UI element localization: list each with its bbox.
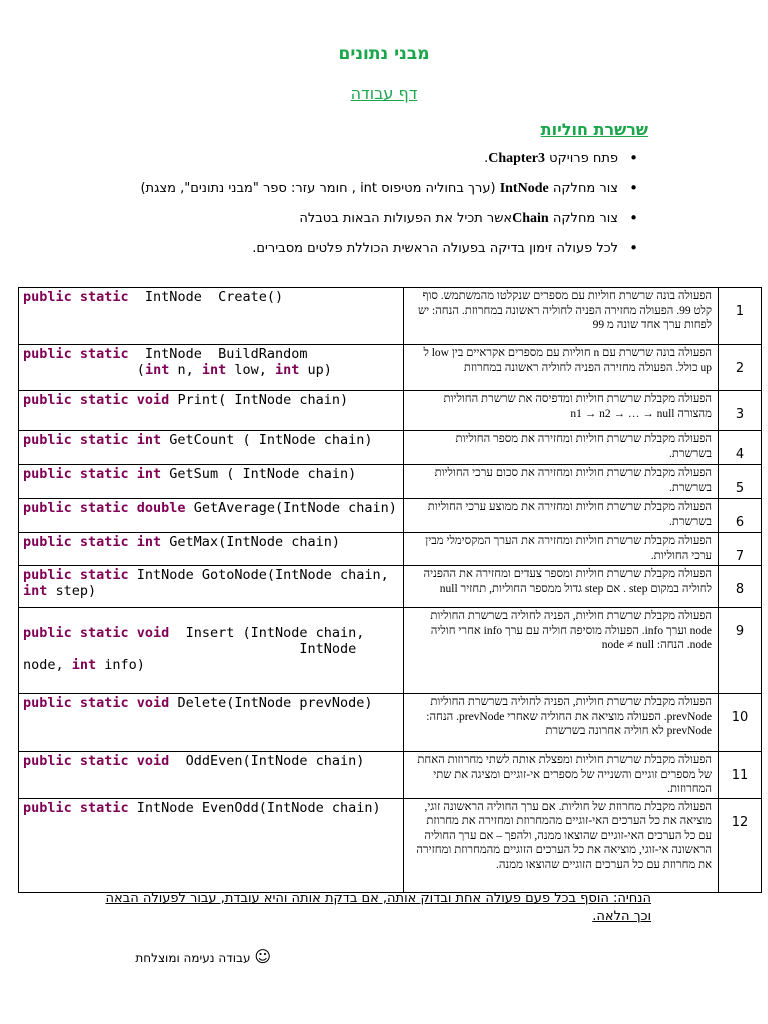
table-row — [19, 465, 762, 499]
method-description: הפעולה מקבלת שרשרת חוליות, הפניה לחוליה בשרשרת החוליות prevNode. הפעולה מוציאה את החוליה שאחרי prevNode. הנחה: prevNode לא חוליה אחרונה בשרשרת — [404, 694, 719, 752]
instruction-keyword: Chain — [512, 211, 549, 226]
code-text: info) — [96, 657, 145, 673]
code-keyword: int — [71, 657, 97, 673]
method-signature — [19, 798, 404, 892]
row-number: 5 — [719, 465, 762, 499]
signoff-text: עבודה נעימה ומוצלחת — [135, 951, 251, 965]
code-keyword: public static — [23, 346, 129, 362]
instruction-text: צור מחלקה — [548, 181, 618, 196]
code-keyword: public static — [23, 289, 129, 305]
table-row — [19, 499, 762, 533]
code-keyword: public static void — [23, 695, 170, 711]
code-keyword: public static int — [23, 466, 162, 482]
code-keyword: public static — [23, 567, 129, 583]
instruction-item — [110, 210, 640, 227]
table-row — [19, 533, 762, 566]
code-keyword: public static void — [23, 625, 170, 641]
code-keyword: public static double — [23, 500, 186, 516]
method-description: הפעולה מקבלת שרשרת חוליות ומחזירה את הערך המקסימלי מבין ערכי החוליות. — [404, 533, 719, 566]
method-signature — [19, 288, 404, 345]
table-row — [19, 798, 762, 892]
code-text: OddEven(IntNode chain) — [169, 753, 365, 769]
method-signature — [19, 465, 404, 499]
code-keyword: int — [23, 583, 48, 599]
instruction-item — [110, 150, 640, 167]
method-description: הפעולה מקבלת מחרוזת של חוליות. אם ערך החוליה הראשונה זוגי, מוציאה את כל הערכים האי-זוגיים מהמחרוזת ומחזירה את מחרוזת עם כל הערכים האי-זוגיים שהוצאו ממנה, ולהפך – אם ערך החוליה הראשונה אי-זוגי, מוציאה את כל הערכים הזוגיים מהמחרוזת ומחזירה את מחרוזת עם כל הערכים הזוגיים שהוצאו ממנה. — [404, 798, 719, 892]
code-text: step) — [47, 583, 97, 599]
method-signature — [19, 499, 404, 533]
table-row — [19, 752, 762, 799]
code-keyword: int — [201, 362, 227, 378]
table-row — [19, 608, 762, 694]
table-row — [19, 566, 762, 608]
code-text: Insert (IntNode chain, IntNode node, — [23, 625, 365, 673]
operations-table — [18, 287, 762, 893]
method-description: הפעולה מקבלת שרשרת חוליות ומחזירה את ממוצע ערכי החוליות בשרשרת. — [404, 499, 719, 533]
row-number: 9 — [719, 608, 762, 694]
code-text: GetSum ( IntNode chain) — [161, 466, 357, 482]
code-text: GetAverage(IntNode chain) — [185, 500, 397, 516]
method-signature — [19, 566, 414, 608]
method-description: הפעולה בונה שרשרת עם n חוליות עם מספרים אקראיים בין low ל up כולל. הפעולה מחזירה הפניה לחוליה ראשונה במחרוזת — [404, 345, 719, 391]
signoff — [135, 947, 271, 966]
row-number: 2 — [719, 345, 762, 391]
row-number: 4 — [719, 431, 762, 465]
smiley-icon: ☺ — [254, 947, 271, 966]
code-text: IntNode BuildRandom ( — [136, 346, 308, 378]
page-subtitle: דף עבודה — [350, 84, 418, 103]
code-text: GetCount ( IntNode chain) — [161, 432, 373, 448]
method-description: הפעולה מקבלת שרשרת חוליות ומספר צעדים ומחזירה את ההפניה לחוליה במקום step . אם step גדול ממספר החוליות, תחזיר null — [404, 566, 719, 608]
instruction-text: . — [484, 151, 489, 166]
instruction-text: צור מחלקה — [548, 211, 618, 226]
method-description: הפעולה מקבלת שרשרת חוליות ומפצלת אותה לשתי מחרוזות האחת של מספרים זוגיים והשנייה של מספרים אי-זוגיים ומציגה את שתי המחרוזות. — [404, 752, 719, 799]
method-description: הפעולה מקבלת שרשרת חוליות ומחזירה את סכום ערכי החוליות בשרשרת. — [404, 465, 719, 499]
method-signature — [19, 391, 404, 431]
code-text: IntNode EvenOdd(IntNode chain) — [128, 799, 381, 816]
code-text: Delete(IntNode prevNode) — [169, 695, 373, 711]
row-number: 3 — [719, 391, 762, 431]
instruction-text: לכל פעולה זימון בדיקה בפעולה הראשית הכוללת פלטים מסבירים. — [252, 241, 618, 256]
section-heading: שרשרת חוליות — [540, 120, 648, 139]
row-number: 10 — [719, 694, 762, 752]
footer-instruction: הנחיה: הוסף בכל פעם פעולה אחת ובדוק אותה, אם בדקת אותה והיא עובדת, עבור לפעולה הבאה וכך הלאה. — [105, 891, 651, 924]
table-row — [19, 694, 762, 752]
code-keyword: int — [144, 362, 170, 378]
page-title: מבני נתונים — [338, 44, 430, 64]
row-number: 8 — [719, 566, 762, 608]
code-keyword: public static void — [23, 392, 170, 408]
method-description: הפעולה מקבלת שרשרת חוליות ומדפיסה את שרשרת החוליות מהצורה n1 → n2 → … → null — [404, 391, 719, 431]
instruction-text: פתח פרויקט — [545, 151, 618, 166]
instruction-keyword: IntNode — [499, 181, 549, 196]
row-number: 6 — [719, 499, 762, 533]
code-text: IntNode GotoNode(IntNode chain, — [128, 567, 414, 583]
code-text: low, — [226, 362, 276, 378]
method-signature — [19, 752, 404, 799]
instruction-text: אשר תכיל את הפעולות הבאות בטבלה — [299, 211, 513, 226]
method-signature — [19, 608, 404, 694]
table-row — [19, 431, 762, 465]
method-description: הפעולה מקבלת שרשרת חוליות ומחזירה את מספר החוליות בשרשרת. — [404, 431, 719, 465]
method-description: הפעולה מקבלת שרשרת חוליות, הפניה לחוליה בשרשרת החוליות node וערך info. הפעולה מוסיפה חוליה עם ערך info אחרי חוליה node. הנחה: node ≠ null — [404, 608, 719, 694]
code-text: n, — [169, 362, 202, 378]
method-signature — [19, 345, 404, 391]
code-keyword: int — [275, 362, 300, 378]
table-row — [19, 345, 762, 391]
method-signature — [19, 431, 404, 465]
code-keyword: public static int — [23, 432, 162, 448]
instruction-list — [110, 150, 640, 270]
method-signature — [19, 694, 404, 752]
instruction-keyword: Chapter3 — [488, 151, 546, 166]
instruction-item — [110, 240, 640, 257]
code-text: GetMax(IntNode chain) — [161, 534, 340, 550]
row-number: 7 — [719, 533, 762, 566]
method-signature — [19, 533, 404, 566]
code-text: Print( IntNode chain) — [169, 392, 349, 408]
code-text: up) — [299, 362, 332, 378]
row-number: 11 — [719, 752, 762, 799]
instruction-item — [110, 180, 640, 197]
table-row — [19, 288, 762, 345]
code-keyword: public static void — [23, 753, 170, 769]
row-number: 12 — [719, 798, 762, 892]
method-description: הפעולה בונה שרשרת חוליות עם מספרים שנקלטו מהמשתמש. סוף קלט 99. הפעולה מחזירה הפניה לחוליה ראשונה במחרוזת. הנחה: יש לפחות ערך אחד שונה מ 99 — [404, 288, 719, 345]
instruction-text: (ערך בחוליה מטיפוס int , חומר עזר: ספר "מבני נתונים", מצגת) — [140, 181, 500, 196]
code-keyword: public static int — [23, 534, 162, 550]
code-text: IntNode Create() — [128, 289, 284, 305]
code-keyword: public static — [23, 799, 129, 816]
row-number: 1 — [719, 288, 762, 345]
table-row — [19, 391, 762, 431]
